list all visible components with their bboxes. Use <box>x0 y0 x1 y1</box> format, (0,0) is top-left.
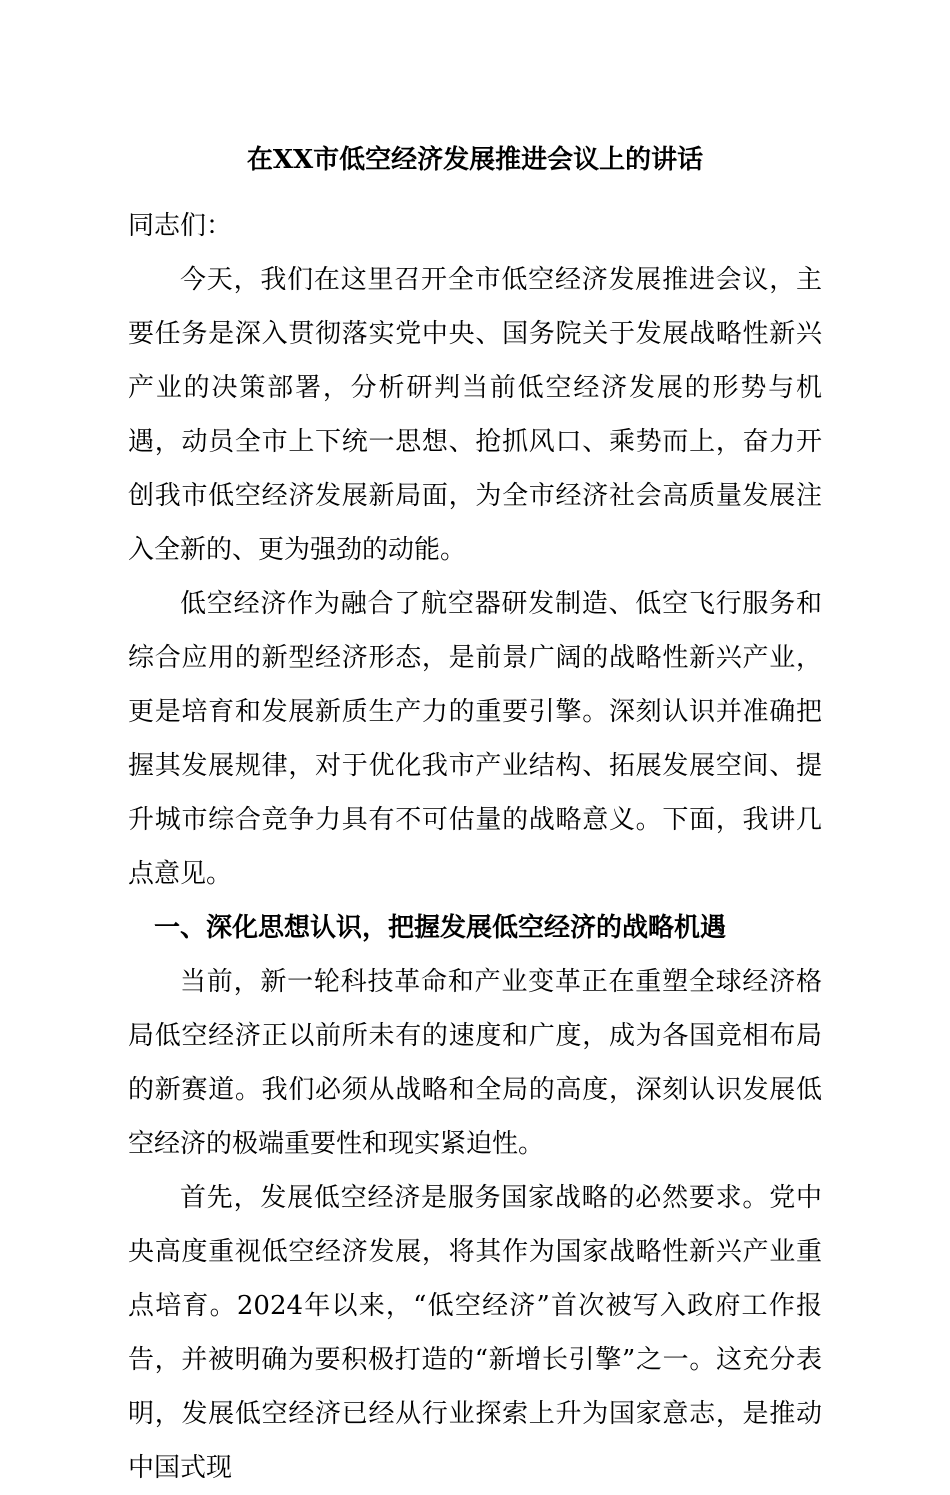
paragraph-intro: 今天，我们在这里召开全市低空经济发展推进会议，主要任务是深入贯彻落实党中央、国务院关于发展战略性新兴产业的决策部署，分析研判当前低空经济发展的形势与机遇，动员全市上下统一思想、抢抓风口、乘势而上，奋力开创我市低空经济发展新局面，为全市经济社会高质量发展注入全新的、更为强劲的动能。 <box>128 265 822 565</box>
paragraph-current-situation: 当前，新一轮科技革命和产业变革正在重塑全球经济格局低空经济正以前所未有的速度和广度，成为各国竞相布局的新赛道。我们必须从战略和全局的高度，深刻认识发展低空经济的极端重要性和现实紧迫性。 <box>128 967 822 1159</box>
salutation: 同志们： <box>128 211 233 241</box>
document-body <box>128 199 822 1495</box>
paragraph-significance: 低空经济作为融合了航空器研发制造、低空飞行服务和综合应用的新型经济形态，是前景广阔的战略性新兴产业，更是培育和发展新质生产力的重要引擎。深刻认识并准确把握其发展规律，对于优化我市产业结构、拓展发展空间、提升城市综合竞争力具有不可估量的战略意义。下面，我讲几点意见。 <box>128 589 822 889</box>
section-heading: 一、深化思想认识，把握发展低空经济的战略机遇 <box>154 913 727 943</box>
document-title: 在XX市低空经济发展推进会议上的讲话 <box>246 145 704 175</box>
paragraph-national-strategy: 首先，发展低空经济是服务国家战略的必然要求。党中央高度重视低空经济发展，将其作为国家战略性新兴产业重点培育。2024年以来，“低空经济”首次被写入政府工作报告，并被明确为要积极打造的“新增长引擎”之一。这充分表明，发展低空经济已经从行业探索上升为国家意志，是推动中国式现 <box>128 1183 822 1483</box>
